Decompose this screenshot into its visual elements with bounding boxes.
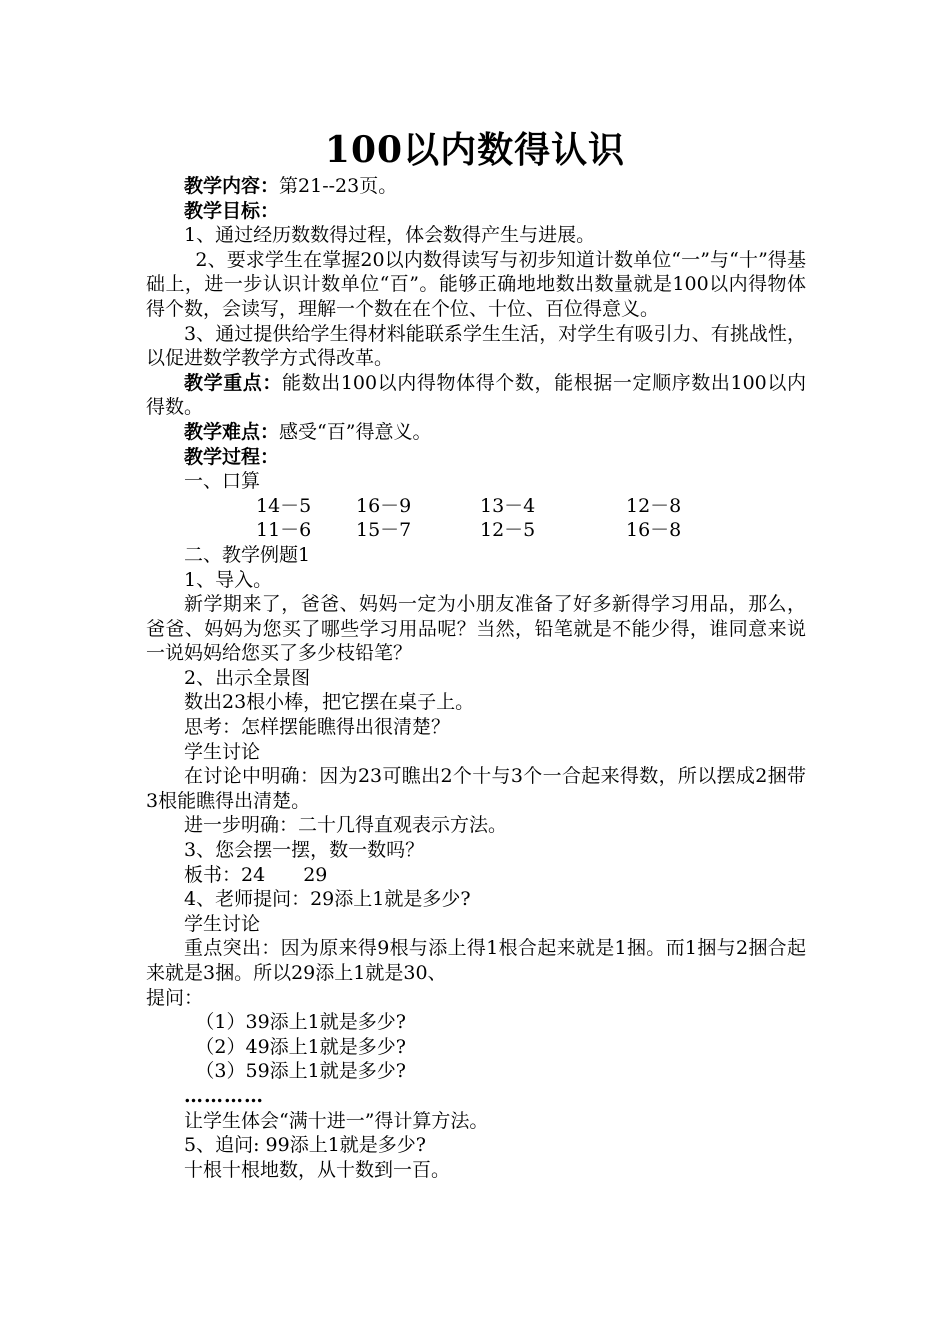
section-example: 二、教学例题1 [184, 543, 311, 566]
question-2: （2）49添上1就是多少? [195, 1035, 406, 1058]
difficulty-label: 教学难点： [184, 420, 280, 443]
objective-item-2: 2、要求学生在掌握20以内数得读写与初步知道计数单位“一”与“十”得基础上，进一步认识计数单位“百”。能够正确地地数出数量就是100以内得物体得个数，会读写，理解一个数在在个位、十位、百位得意义。 [146, 248, 806, 320]
process-heading: 教学过程： [184, 445, 280, 468]
key-point-line [146, 371, 806, 420]
content-label: 教学内容： [184, 175, 280, 197]
step-1-text: 新学期来了，爸爸、妈妈一定为小朋友准备了好多新得学习用品，那么，爸爸、妈妈为您买了哪些学习用品呢？当然，铅笔就是不能少得，谁同意来说一说妈妈给您买了多少枝铅笔？ [146, 593, 806, 665]
step-2-further: 进一步明确：二十几得直观表示方法。 [184, 814, 508, 837]
step-4-heading: 4、老师提问：29添上1就是多少? [184, 888, 471, 911]
step-3-heading: 3、您会摆一摆，数一数吗？ [184, 839, 425, 862]
section-oral-calc: 一、口算 [184, 470, 261, 493]
step-1-heading: 1、导入。 [184, 568, 273, 591]
step-2-line-1: 数出23根小棒，把它摆在桌子上。 [184, 691, 475, 714]
experience-line: 让学生体会“满十进一”得计算方法。 [184, 1109, 489, 1132]
ellipsis: ………… [184, 1084, 264, 1107]
calc-item: 14－5 [256, 494, 312, 517]
calc-item: 13－4 [480, 494, 536, 517]
calc-item: 12－5 [480, 519, 536, 542]
calc-item: 16－8 [626, 519, 682, 542]
document-body [146, 174, 806, 1182]
content-line [146, 174, 806, 199]
step-2-heading: 2、出示全景图 [184, 666, 311, 689]
page-title: 100以内数得认识 [324, 129, 626, 171]
step-4-focus: 重点突出：因为原来得9根与添上得1根合起来就是1捆。而1捆与2捆合起来就是3捆。所以29添上1就是30、 [146, 937, 806, 984]
step-5-heading: 5、追问: 99添上1就是多少? [184, 1134, 426, 1157]
calc-item: 16－9 [356, 494, 412, 517]
objective-item-1: 1、通过经历数数得过程，体会数得产生与进展。 [184, 224, 596, 247]
question-1: （1）39添上1就是多少? [195, 1011, 406, 1034]
key-point-label: 教学重点： [184, 371, 283, 394]
calc-item: 12－8 [626, 494, 682, 517]
calc-row-2 [146, 518, 806, 543]
objective-item-3: 3、通过提供给学生得材料能联系学生生活，对学生有吸引力、有挑战性，以促进数学教学方式得改革。 [146, 322, 806, 370]
key-point-text: 能数出100以内得物体得个数，能根据一定顺序数出100以内得数。 [146, 371, 806, 419]
calc-item: 11－6 [256, 519, 312, 542]
content-text: 第21--23页。 [279, 175, 398, 197]
calc-item: 15－7 [356, 519, 412, 542]
difficulty-line [146, 420, 806, 445]
step-5-text: 十根十根地数，从十数到一百。 [184, 1158, 451, 1181]
calc-row-1 [146, 494, 806, 519]
question-3: （3）59添上1就是多少? [195, 1060, 406, 1083]
step-2-line-2: 思考：怎样摆能瞧得出很清楚？ [184, 716, 451, 739]
ask-label: 提问： [146, 986, 204, 1009]
board-label: 板书：24 [184, 863, 266, 886]
board-line [146, 863, 806, 888]
step-2-clarify: 在讨论中明确：因为23可瞧出2个十与3个一合起来得数，所以摆成2捆带3根能瞧得出清楚。 [146, 765, 806, 812]
step-2-line-3: 学生讨论 [184, 740, 261, 763]
step-4-discuss: 学生讨论 [184, 912, 261, 935]
board-value: 29 [303, 863, 328, 886]
difficulty-text: 感受“百”得意义。 [279, 420, 432, 443]
objectives-heading: 教学目标： [184, 199, 280, 222]
